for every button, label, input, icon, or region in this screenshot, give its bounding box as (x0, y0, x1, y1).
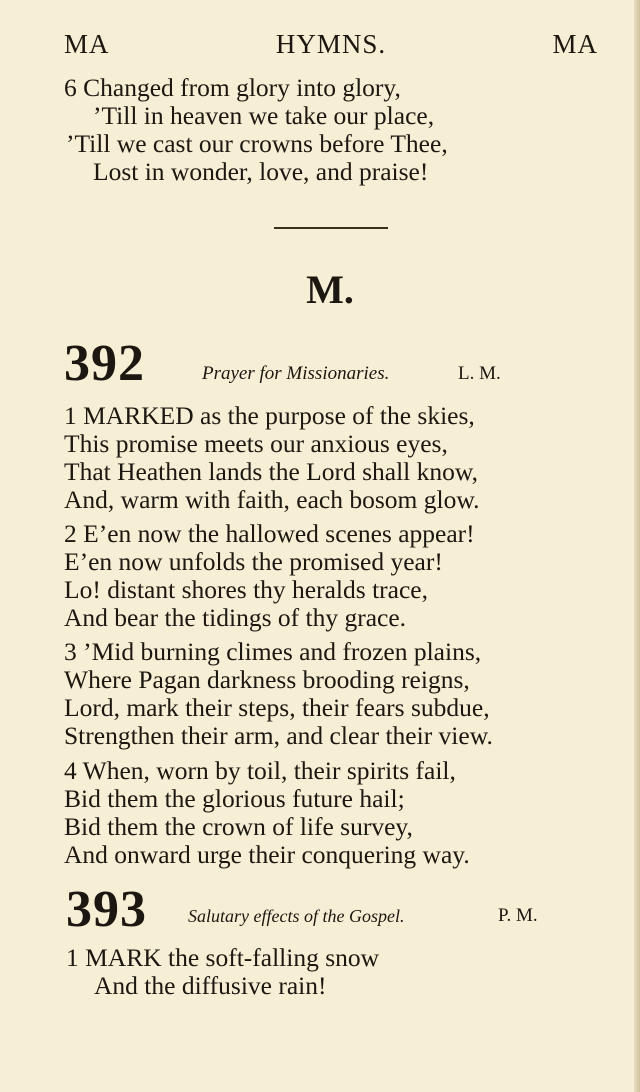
verse-line: 2 E’en now the hallowed scenes appear! (64, 519, 475, 548)
verse-line: And bear the tidings of thy grace. (64, 603, 407, 632)
verse-line: Lo! distant shores thy heralds trace, (64, 575, 428, 604)
verse-line: And, warm with faith, each bosom glow. (64, 485, 480, 514)
verse-line: 3 ’Mid burning climes and frozen plains, (64, 637, 482, 666)
verse-line: Lord, mark their steps, their fears subdue, (64, 693, 490, 722)
verse-line: 1 MARK the soft-falling snow (66, 943, 380, 972)
header-left-catchword: MA (64, 29, 110, 59)
verse-line: 1 MARKED as the purpose of the skies, (64, 401, 475, 430)
verse-line: ’Till in heaven we take our place, (93, 101, 435, 130)
hymn-meter: P. M. (498, 905, 538, 926)
verse-line: Bid them the crown of life survey, (64, 812, 413, 841)
running-header (64, 28, 598, 60)
verse-line: Bid them the glorious future hail; (64, 784, 405, 813)
hymn-title: Salutary effects of the Gospel. (188, 906, 405, 926)
verse-line: Strengthen their arm, and clear their view. (64, 721, 493, 750)
verse-line: Where Pagan darkness brooding reigns, (64, 665, 470, 694)
verse-line: And the diffusive rain! (94, 971, 327, 1000)
section-divider (274, 227, 388, 229)
header-right-catchword: MA (552, 29, 598, 59)
verse-line: 6 Changed from glory into glory, (64, 73, 401, 102)
page-edge (634, 0, 640, 1092)
section-heading: M. (306, 267, 354, 312)
verse-line: That Heathen lands the Lord shall know, (64, 457, 479, 486)
verse-line: Lost in wonder, love, and praise! (93, 157, 429, 186)
verse-line: 4 When, worn by toil, their spirits fail, (64, 756, 456, 785)
verse-line: ’Till we cast our crowns before Thee, (66, 129, 448, 158)
header-title: HYMNS. (275, 29, 387, 59)
hymn-meter: L. M. (458, 363, 501, 384)
verse-line: This promise meets our anxious eyes, (64, 429, 448, 458)
hymn-title: Prayer for Missionaries. (202, 363, 390, 384)
hymn-number: 392 (64, 335, 145, 392)
verse-line: And onward urge their conquering way. (64, 840, 470, 869)
hymn-number: 393 (66, 881, 147, 938)
verse-line: E’en now unfolds the promised year! (64, 547, 443, 576)
